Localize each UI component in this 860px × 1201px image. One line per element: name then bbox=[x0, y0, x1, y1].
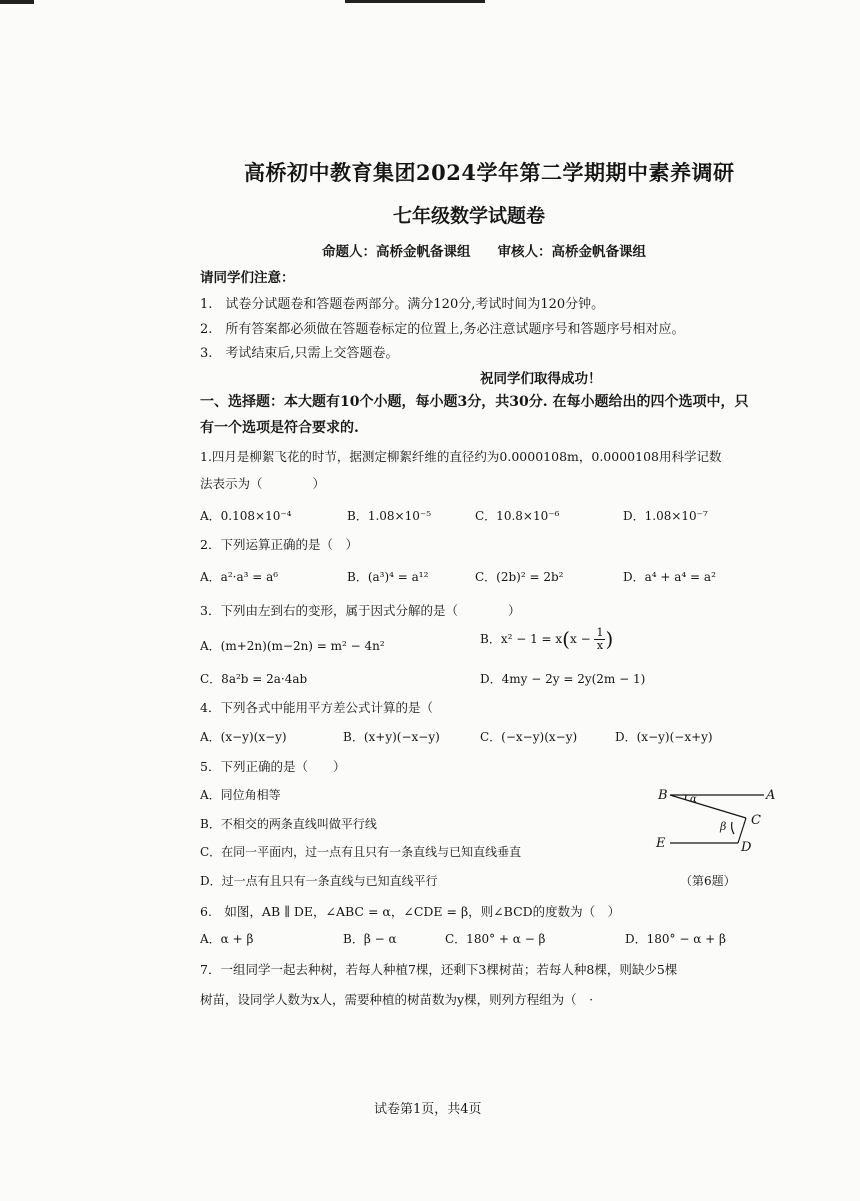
figure-caption: （第6题） bbox=[680, 874, 736, 888]
point-b-label: B bbox=[658, 788, 668, 803]
q3-option-d: D．4my − 2y = 2y(2m − 1) bbox=[480, 672, 646, 686]
q1-option-a: A．0.108×10⁻⁴ bbox=[200, 509, 292, 523]
fraction bbox=[594, 627, 605, 652]
point-e-label: E bbox=[656, 836, 666, 851]
q4-option-c: C．(−x−y)(x−y) bbox=[480, 730, 578, 744]
question-2-stem: 2．下列运算正确的是（ ） bbox=[200, 537, 358, 552]
q1-option-c: C．10.8×10⁻⁶ bbox=[475, 509, 560, 523]
notice-item-3: 3. 考试结束后,只需上交答题卷。 bbox=[200, 346, 399, 361]
q2-option-b: B．(a³)⁴ = a¹² bbox=[347, 570, 429, 584]
scan-artifact-center bbox=[345, 0, 485, 3]
fraction-numerator: 1 bbox=[596, 626, 604, 639]
q3-option-b-inner: x − bbox=[569, 632, 591, 646]
q5-option-d: D．过一点有且只有一条直线与已知直线平行 bbox=[200, 874, 438, 888]
angle-alpha-arc bbox=[685, 795, 686, 800]
q4-option-a: A．(x−y)(x−y) bbox=[200, 730, 287, 744]
question-4-stem: 4．下列各式中能用平方差公式计算的是（ bbox=[200, 700, 433, 715]
point-a-label: A bbox=[766, 788, 776, 803]
line-bc bbox=[670, 795, 746, 818]
scan-artifact-left bbox=[0, 0, 34, 4]
q3-option-b-prefix: B．x² − 1 = x bbox=[480, 632, 563, 646]
page-footer: 试卷第1页，共4页 bbox=[374, 1102, 482, 1117]
q4-option-b: B．(x+y)(−x−y) bbox=[343, 730, 440, 744]
q5-option-b: B．不相交的两条直线叫做平行线 bbox=[200, 817, 377, 831]
notice-item-1: 1. 试卷分试题卷和答题卷两部分。满分120分,考试时间为120分钟。 bbox=[200, 297, 605, 312]
exam-subtitle: 七年级数学试题卷 bbox=[393, 205, 546, 227]
point-c-label: C bbox=[751, 813, 761, 828]
q2-option-a: A．a²·a³ = a⁶ bbox=[200, 570, 279, 584]
question-7-stem: 7．一组同学一起去种树，若每人种植7棵，还剩下3棵树苗；若每人种8棵，则缺少5棵 bbox=[200, 962, 678, 977]
q4-option-d: D．(x−y)(−x+y) bbox=[615, 730, 713, 744]
q2-option-c: C．(2b)² = 2b² bbox=[475, 570, 564, 584]
paren-close: ) bbox=[605, 627, 614, 651]
exam-title: 高桥初中教育集团2024学年第二学期期中素养调研 bbox=[244, 160, 735, 185]
angle-alpha-label: α bbox=[690, 794, 697, 805]
question-7-stem-cont: 树苗，设同学人数为x人，需要种植的树苗数为y棵，则列方程组为（ · bbox=[200, 992, 594, 1007]
q3-option-a: A．(m+2n)(m−2n) = m² − 4n² bbox=[200, 639, 385, 653]
q1-option-d: D．1.08×10⁻⁷ bbox=[623, 509, 708, 523]
section-heading-cont: 有一个选项是符合要求的. bbox=[200, 420, 359, 436]
section-heading: 一、选择题：本大题有10个小题，每小题3分，共30分. 在每小题给出的四个选项中，只 bbox=[200, 394, 749, 410]
q6-option-c: C．180° + α − β bbox=[445, 932, 546, 946]
question-1-stem: 1.四月是柳絮飞花的时节，据测定柳絮纤维的直径约为0.0000108m，0.0000108用科学记数 bbox=[200, 449, 722, 464]
notice-item-2: 2. 所有答案都必须做在答题卷标定的位置上,务必注意试题序号和答题序号相对应。 bbox=[200, 322, 685, 337]
notice-heading: 请同学们注意： bbox=[200, 270, 295, 286]
authors-line: 命题人：高桥金帆备课组 审核人：高桥金帆备课组 bbox=[322, 244, 646, 260]
question-3-stem: 3．下列由左到右的变形，属于因式分解的是（ ） bbox=[200, 603, 521, 618]
q6-option-b: B．β − α bbox=[343, 932, 397, 946]
q6-option-d: D．180° − α + β bbox=[625, 932, 726, 946]
q5-option-a: A．同位角相等 bbox=[200, 788, 281, 802]
point-d-label: D bbox=[741, 840, 752, 855]
q2-option-d: D．a⁴ + a⁴ = a² bbox=[623, 570, 716, 584]
geometry-figure bbox=[652, 780, 782, 856]
q3-option-c: C．8a²b = 2a·4ab bbox=[200, 672, 308, 686]
question-1-stem-cont: 法表示为（ ） bbox=[200, 476, 326, 491]
wish-text: 祝同学们取得成功！ bbox=[480, 371, 602, 387]
q6-option-a: A．α + β bbox=[200, 932, 254, 946]
angle-beta-arc bbox=[732, 822, 734, 834]
fraction-denominator: x bbox=[596, 639, 604, 652]
angle-beta-label: β bbox=[720, 820, 727, 833]
q3-option-b bbox=[480, 627, 613, 652]
question-6-stem: 6. 如图，AB ∥ DE，∠ABC = α，∠CDE = β，则∠BCD的度数为（ ） bbox=[200, 904, 621, 919]
q5-option-c: C．在同一平面内，过一点有且只有一条直线与已知直线垂直 bbox=[200, 845, 522, 859]
paren-open: ( bbox=[562, 627, 570, 651]
q1-option-b: B．1.08×10⁻⁵ bbox=[347, 509, 432, 523]
question-5-stem: 5．下列正确的是（ ） bbox=[200, 759, 346, 774]
